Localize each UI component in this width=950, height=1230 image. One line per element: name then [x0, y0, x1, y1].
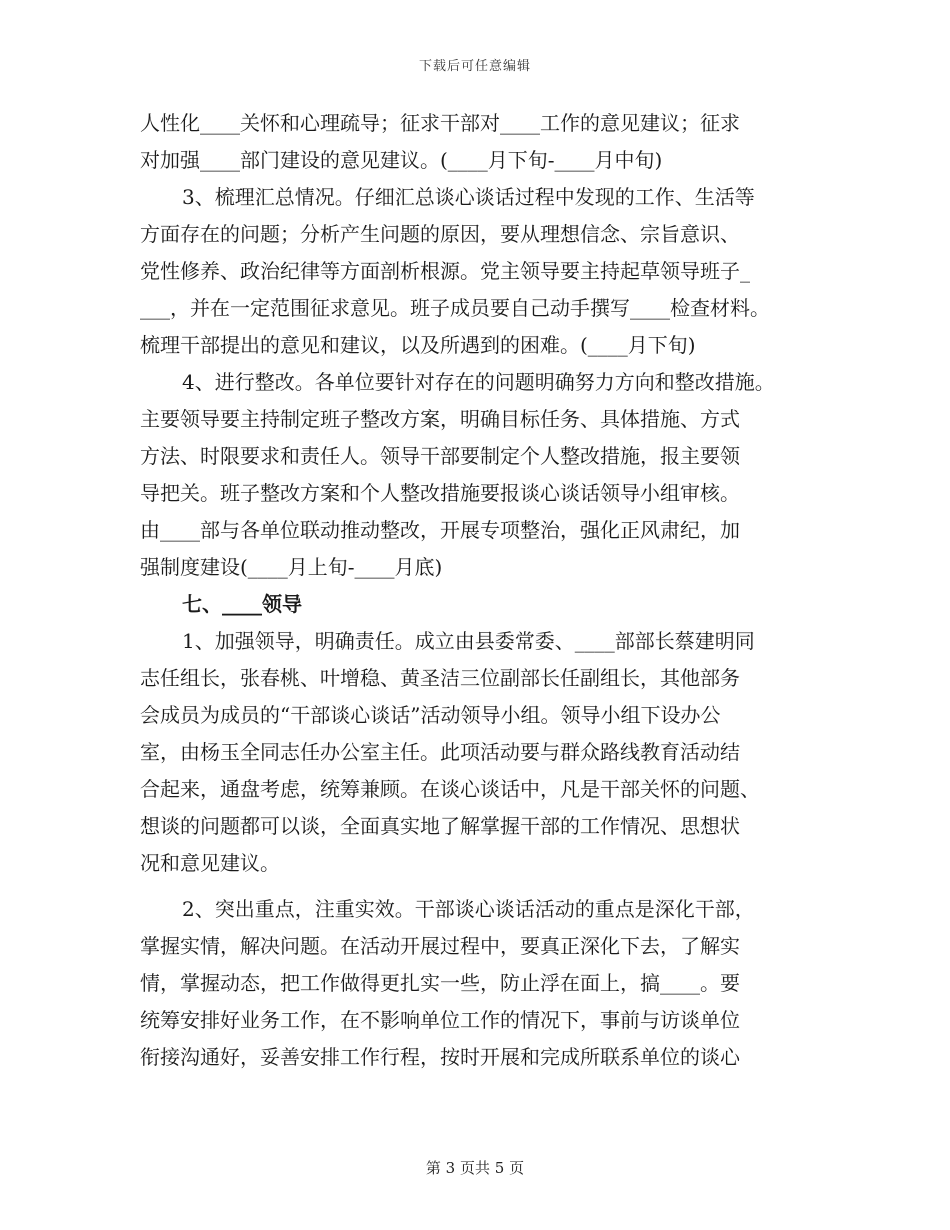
paragraph-start-3: 3、梳理汇总情况。仔细汇总谈心谈话过程中发现的工作、生活等 [182, 185, 755, 209]
text-line: 情，掌握动态，把工作做得更扎实一些，防止浮在面上，搞____。要 [140, 971, 740, 995]
text-line: 由____部与各单位联动推动整改，开展专项整治，强化正风肃纪，加 [140, 518, 740, 542]
text-line: 衔接沟通好，妥善安排工作行程，按时开展和完成所联系单位的谈心 [140, 1045, 740, 1069]
text-line: 方面存在的问题；分析产生问题的原因，要从理想信念、宗旨意识、 [140, 222, 740, 246]
text-line: ___，并在一定范围征求意见。班子成员要自己动手撰写____检查材料。 [140, 296, 770, 320]
document-body [140, 105, 830, 1076]
text-line: 方法、时限要求和责任人。领导干部要制定个人整改措施，报主要领 [140, 444, 740, 468]
paragraph-start-1: 1、加强领导，明确责任。成立由县委常委、____部部长蔡建明同 [182, 629, 755, 653]
section-heading-7: 七、____领导 [182, 592, 302, 616]
paragraph-start-4: 4、进行整改。各单位要针对存在的问题明确努力方向和整改措施。 [182, 370, 775, 394]
text-line: 人性化____关怀和心理疏导；征求干部对____工作的意见建议；征求 [140, 111, 740, 135]
paragraph-start-2: 2、突出重点，注重实效。干部谈心谈话活动的重点是深化干部， [182, 897, 755, 921]
text-line: 掌握实情，解决问题。在活动开展过程中，要真正深化下去，了解实 [140, 934, 740, 958]
text-line: 想谈的问题都可以谈，全面真实地了解掌握干部的工作情况、思想状 [140, 814, 740, 838]
text-line: 况和意见建议。 [140, 851, 280, 875]
text-line: 梳理干部提出的意见和建议，以及所遇到的困难。(____月下旬) [140, 333, 696, 357]
text-line: 导把关。班子整改方案和个人整改措施要报谈心谈话领导小组审核。 [140, 481, 740, 505]
page-header: 下载后可任意编辑 [418, 59, 531, 74]
text-line: 志任组长，张春桃、叶增稳、黄圣洁三位副部长任副组长，其他部务 [140, 666, 740, 690]
text-line: 对加强____部门建设的意见建议。(____月下旬-____月中旬) [140, 148, 663, 172]
text-line: 强制度建设(____月上旬-____月底) [140, 555, 443, 579]
page-footer: 第 3 页共 5 页 [425, 1159, 525, 1177]
text-line: 党性修养、政治纪律等方面剖析根源。党主领导要主持起草领导班子_ [140, 259, 750, 283]
text-line: 室，由杨玉全同志任办公室主任。此项活动要与群众路线教育活动结 [140, 740, 740, 764]
text-line: 合起来，通盘考虑，统筹兼顾。在谈心谈话中，凡是干部关怀的问题、 [140, 777, 760, 801]
text-line: 统筹安排好业务工作，在不影响单位工作的情况下，事前与访谈单位 [140, 1008, 740, 1032]
text-line: 主要领导要主持制定班子整改方案，明确目标任务、具体措施、方式 [140, 407, 740, 431]
text-line: 会成员为成员的“干部谈心谈话”活动领导小组。领导小组下设办公 [140, 703, 721, 727]
